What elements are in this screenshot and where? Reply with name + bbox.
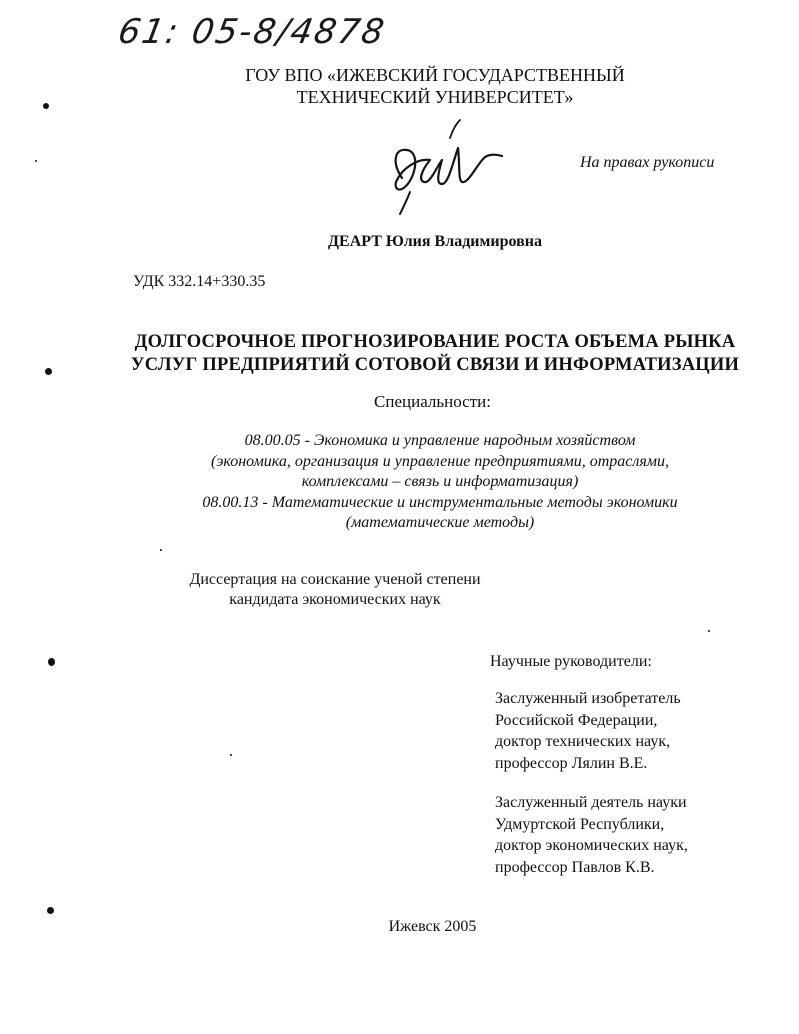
- degree-line-1: Диссертация на соискание ученой степени: [189, 571, 481, 588]
- scan-speck: [35, 160, 37, 162]
- organization-name: [180, 64, 690, 108]
- specialties-list: [150, 431, 730, 534]
- specialty-line: 08.00.13 - Математические и инструментальные методы экономики: [202, 493, 678, 511]
- supervisor-line: Заслуженный деятель науки: [495, 794, 687, 811]
- organization-line-1: ГОУ ВПО «ИЖЕВСКИЙ ГОСУДАРСТВЕННЫЙ: [245, 65, 625, 85]
- supervisors-heading: Научные руководители:: [490, 653, 652, 670]
- degree-line-2: кандидата экономических наук: [229, 591, 441, 608]
- author-signature: [372, 118, 512, 218]
- dissertation-degree: [160, 570, 510, 610]
- scan-speck: [708, 630, 710, 632]
- title-line-2: УСЛУГ ПРЕДПРИЯТИЙ СОТОВОЙ СВЯЗИ И ИНФОРМАТИЗАЦИИ: [130, 355, 740, 375]
- udk-code: УДК 332.14+330.35: [133, 273, 266, 290]
- supervisor-first: [495, 688, 765, 774]
- city-year: Ижевск 2005: [388, 918, 477, 935]
- scan-speck: [43, 103, 49, 109]
- specialty-line: (математические методы): [345, 514, 535, 531]
- scan-speck: [160, 549, 162, 551]
- specialty-line: (экономика, организация и управление предприятиями, отраслями,: [210, 452, 670, 470]
- supervisor-line: профессор Павлов К.В.: [495, 858, 655, 876]
- supervisor-second: [495, 792, 765, 878]
- supervisor-line: Заслуженный изобретатель: [495, 690, 681, 707]
- scan-speck: [230, 754, 232, 756]
- supervisor-line: профессор Лялин В.Е.: [495, 754, 648, 772]
- supervisor-line: Удмуртской Республики,: [495, 815, 665, 833]
- specialties-heading: Специальности:: [374, 392, 491, 411]
- supervisor-line: доктор экономических наук,: [495, 837, 688, 854]
- scan-speck: [45, 368, 52, 375]
- organization-line-2: ТЕХНИЧЕСКИЙ УНИВЕРСИТЕТ»: [296, 87, 574, 107]
- scan-speck: [48, 658, 55, 666]
- title-line-1: ДОЛГОСРОЧНОЕ ПРОГНОЗИРОВАНИЕ РОСТА ОБЪЕМА РЫНКА: [134, 332, 736, 352]
- archive-number: 61: 05-8/4878: [115, 12, 389, 52]
- dissertation-title: [120, 331, 750, 377]
- supervisor-line: Российской Федерации,: [495, 711, 658, 729]
- manuscript-rights: На правах рукописи: [580, 154, 715, 171]
- author-name: ДЕАРТ Юлия Владимировна: [328, 233, 542, 250]
- scan-speck: [47, 907, 54, 914]
- supervisor-line: доктор технических наук,: [495, 733, 671, 750]
- specialty-line: комплексами – связь и информатизация): [301, 473, 579, 490]
- specialty-line: 08.00.05 - Экономика и управление народным хозяйством: [244, 432, 636, 449]
